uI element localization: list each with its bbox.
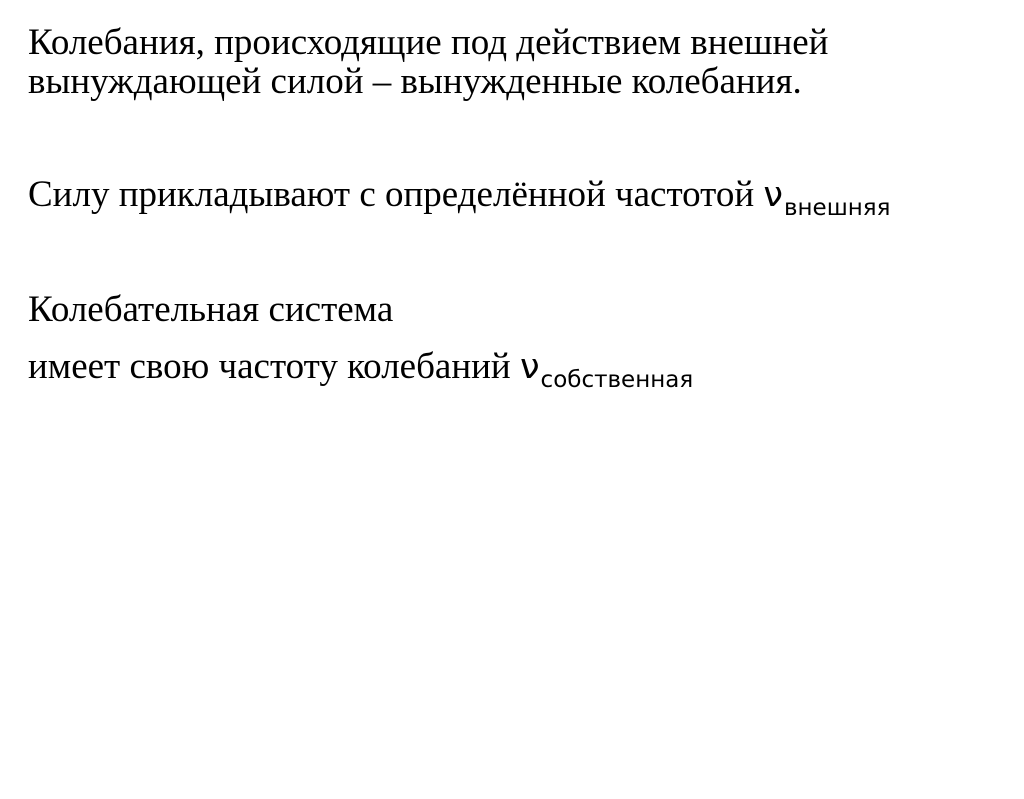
oscillating-system-line1: Колебательная система <box>28 289 394 330</box>
forced-oscillation-definition-line2: вынуждающей силой – вынужденные колебания. <box>28 61 802 102</box>
subscript-external: внешняя <box>783 195 891 221</box>
nu-symbol-natural: ν <box>519 347 540 387</box>
subscript-natural: собственная <box>540 367 694 393</box>
forced-oscillation-definition-line1: Колебания, происходящие под действием внешней <box>28 22 829 63</box>
external-frequency-statement <box>28 173 890 221</box>
natural-frequency-text: имеет свою частоту колебаний <box>28 346 520 387</box>
external-frequency-text: Силу прикладывают с определённой частотой <box>28 174 764 215</box>
nu-symbol-external: ν <box>763 175 783 215</box>
natural-frequency-statement <box>28 345 693 393</box>
